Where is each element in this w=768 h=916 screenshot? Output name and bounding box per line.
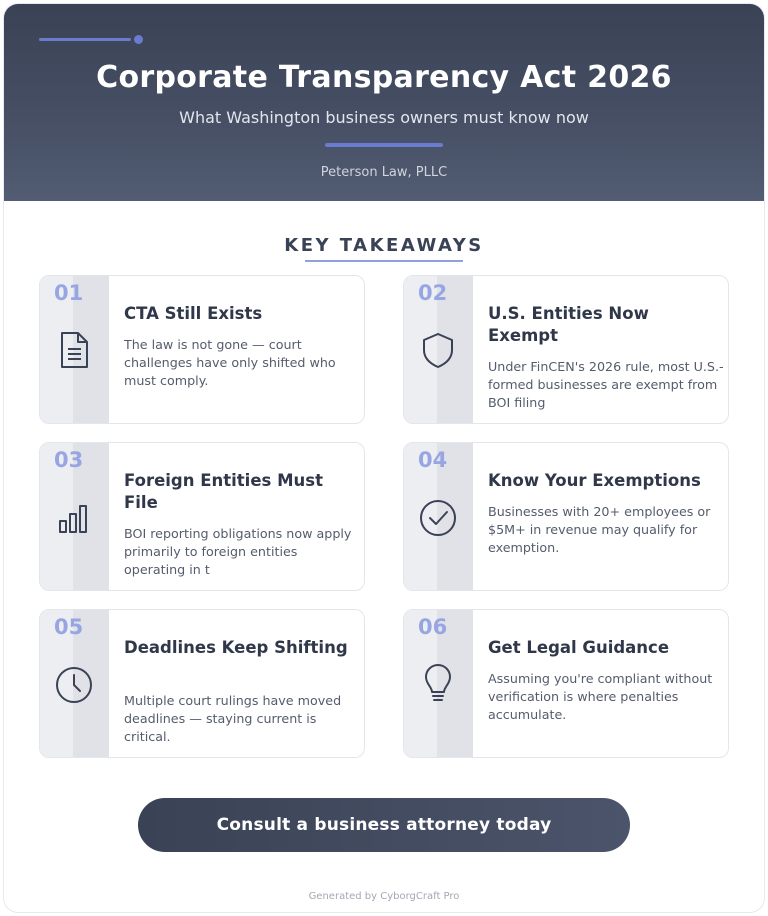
clock-icon bbox=[54, 662, 94, 706]
takeaway-card-05 bbox=[39, 609, 365, 758]
takeaway-card-06 bbox=[403, 609, 729, 758]
takeaway-number: 04 bbox=[418, 448, 448, 472]
takeaway-heading: U.S. Entities Now Exempt bbox=[488, 304, 649, 345]
takeaway-body: Under FinCEN's 2026 rule, most U.S.-formed businesses are exempt from BOI filing bbox=[488, 359, 724, 410]
consult-attorney-button[interactable]: Consult a business attorney today bbox=[138, 798, 630, 852]
takeaway-number: 05 bbox=[54, 615, 84, 639]
takeaway-card-02 bbox=[403, 275, 729, 424]
takeaway-number: 03 bbox=[54, 448, 84, 472]
takeaway-body: Multiple court rulings have moved deadlines — staying current is critical. bbox=[124, 693, 342, 744]
takeaway-number: 06 bbox=[418, 615, 448, 639]
takeaway-card-04 bbox=[403, 442, 729, 591]
takeaway-body: BOI reporting obligations now apply primarily to foreign entities operating in t bbox=[124, 526, 352, 577]
takeaway-heading: Deadlines Keep Shifting bbox=[124, 638, 348, 657]
document-icon bbox=[54, 328, 94, 372]
decorative-line bbox=[39, 38, 131, 41]
lightbulb-icon bbox=[418, 662, 458, 706]
takeaway-heading: Get Legal Guidance bbox=[488, 638, 670, 657]
decorative-dot bbox=[134, 35, 143, 44]
shield-icon bbox=[418, 328, 458, 372]
takeaway-card-03 bbox=[39, 442, 365, 591]
page-subtitle: What Washington business owners must know now bbox=[179, 108, 589, 127]
takeaway-body: Businesses with 20+ employees or $5M+ in revenue may qualify for exemption. bbox=[488, 504, 711, 555]
header-banner bbox=[4, 4, 764, 201]
footer-credit: Generated by CyborgCraft Pro bbox=[308, 891, 460, 902]
check-circle-icon bbox=[418, 495, 458, 539]
takeaway-number: 02 bbox=[418, 281, 448, 305]
firm-name: Peterson Law, PLLC bbox=[320, 165, 448, 180]
takeaway-card-01 bbox=[39, 275, 365, 424]
takeaway-body: Assuming you're compliant without verification is where penalties accumulate. bbox=[488, 671, 713, 722]
bar-chart-icon bbox=[54, 495, 94, 539]
infographic-card bbox=[4, 4, 764, 912]
takeaway-heading: Foreign Entities Must File bbox=[124, 471, 323, 512]
takeaway-heading: Know Your Exemptions bbox=[488, 471, 701, 490]
section-title: KEY TAKEAWAYS bbox=[284, 235, 484, 256]
takeaway-number: 01 bbox=[54, 281, 84, 305]
section-underline bbox=[305, 260, 463, 262]
takeaway-body: The law is not gone — court challenges have only shifted who must comply. bbox=[124, 337, 336, 388]
title-underline bbox=[325, 143, 443, 147]
page-title: Corporate Transparency Act 2026 bbox=[96, 60, 672, 95]
takeaway-heading: CTA Still Exists bbox=[124, 304, 263, 323]
